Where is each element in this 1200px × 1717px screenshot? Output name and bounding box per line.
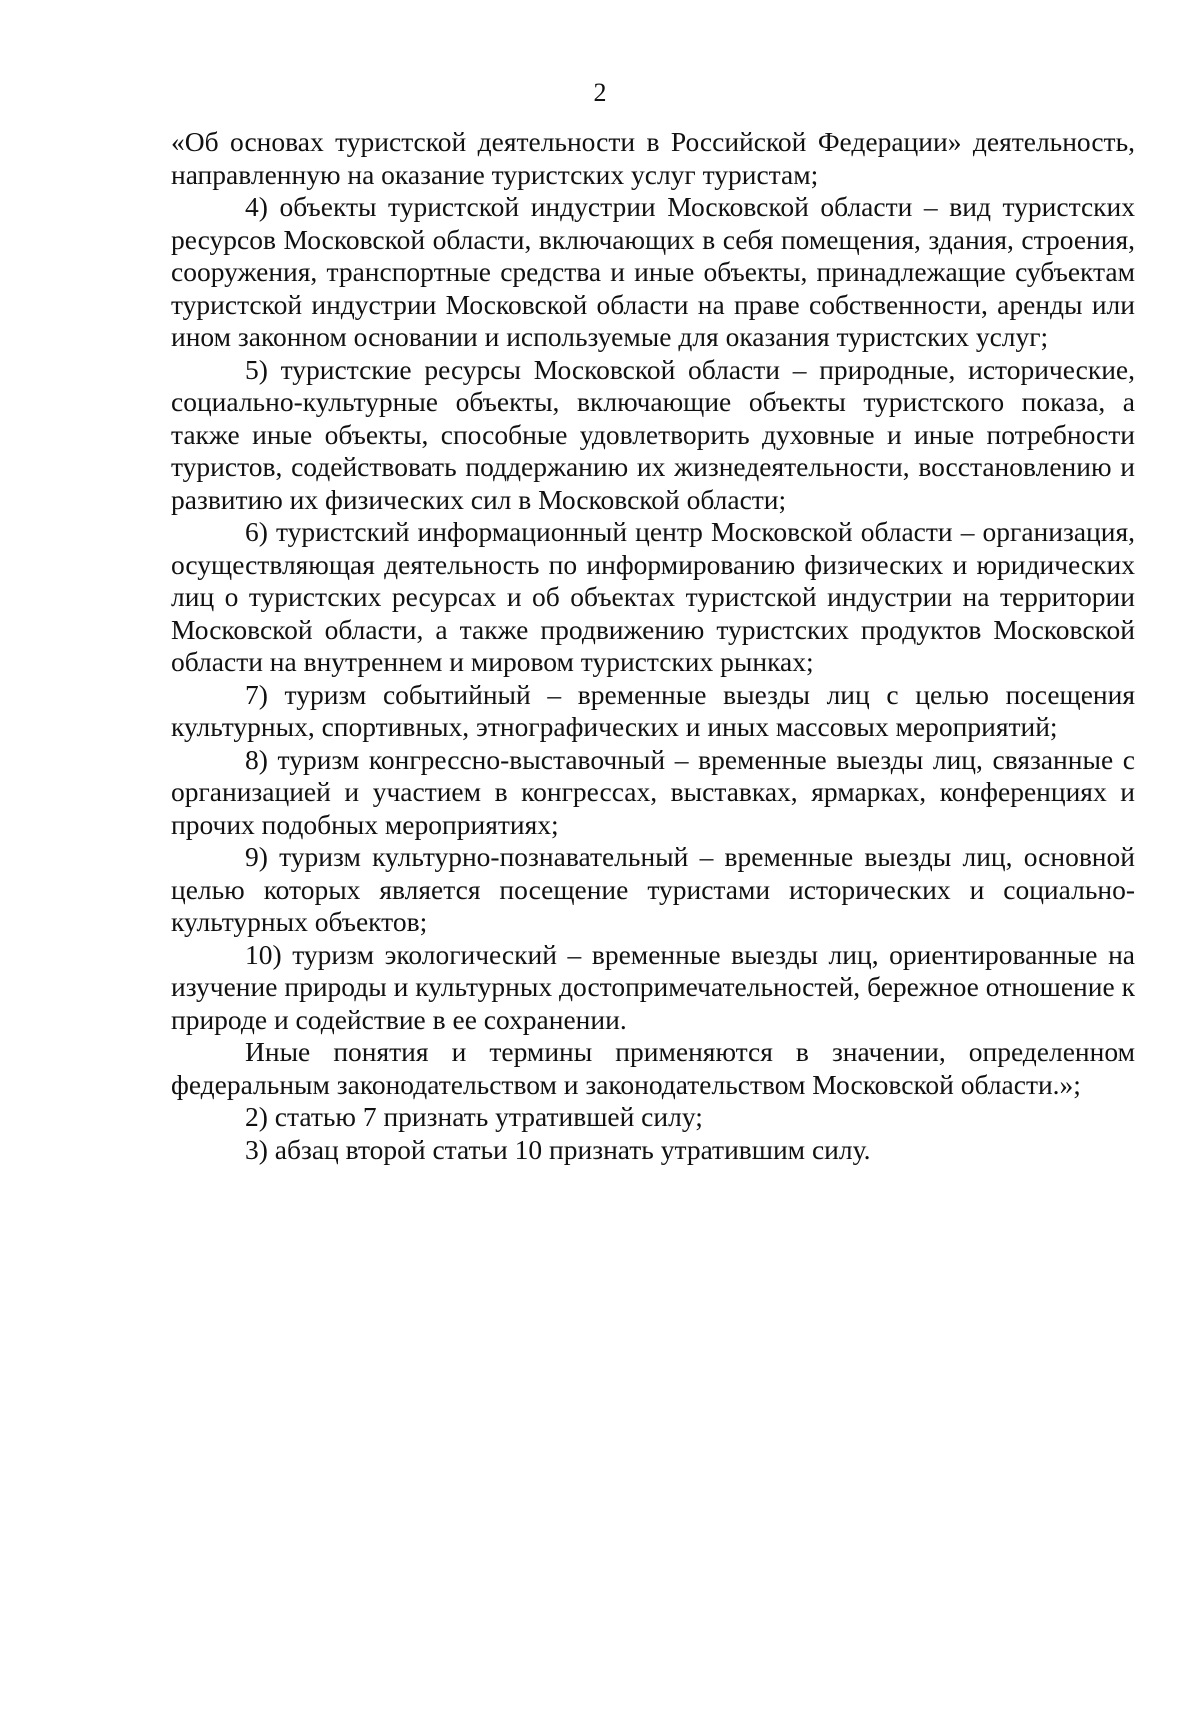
paragraph-continuation: «Об основах туристской деятельности в Российской Федерации» деятельность, направленную на оказание туристских услуг туристам; <box>171 126 1135 190</box>
document-body <box>171 126 1135 1166</box>
paragraph-item-10: 10) туризм экологический – временные выезды лиц, ориентированные на изучение природы и культурных достопримечательностей, бережное отношение к природе и содействие в ее сохранении. <box>171 938 1135 1035</box>
paragraph-amendment-2: 2) статью 7 признать утратившей силу; <box>245 1101 703 1132</box>
paragraph-item-9: 9) туризм культурно-познавательный – временные выезды лиц, основной целью которых является посещение туристами исторических и социально-культурных объектов; <box>171 841 1135 937</box>
paragraph-other-terms: Иные понятия и термины применяются в значении, определенном федеральным законодательством и законодательством Московской области.»; <box>171 1036 1135 1100</box>
page-number: 2 <box>593 78 607 107</box>
paragraph-item-5: 5) туристские ресурсы Московской области – природные, исторические, социально-культурные объекты, включающие объекты туристского показа, а также иные объекты, способные удовлетворить духовные и иные потребности туристов, содействовать поддержанию их жизнедеятельности, восстановлению и развитию их физических сил в Московской области; <box>171 353 1135 515</box>
paragraph-item-6: 6) туристский информационный центр Московской области – организация, осуществляющая деятельность по информированию физических и юридических лиц о туристских ресурсах и об объектах туристской индустрии на территории Московской области, а также продвижению туристских продуктов Московской области на внутреннем и мировом туристских рынках; <box>171 516 1135 677</box>
paragraph-amendment-3: 3) абзац второй статьи 10 признать утратившим силу. <box>245 1133 871 1165</box>
paragraph-item-7: 7) туризм событийный – временные выезды лиц с целью посещения культурных, спортивных, этнографических и иных массовых мероприятий; <box>171 678 1135 742</box>
paragraph-item-4: 4) объекты туристской индустрии Московской области – вид туристских ресурсов Московской области, включающих в себя помещения, здания, строения, сооружения, транспортные средства и иные объекты, принадлежащие субъектам туристской индустрии Московской области на праве собственности, аренды или ином законном основании и используемые для оказания туристских услуг; <box>171 191 1135 352</box>
paragraph-item-8: 8) туризм конгрессно-выставочный – временные выезды лиц, связанные с организацией и участием в конгрессах, выставках, ярмарках, конференциях и прочих подобных мероприятиях; <box>171 743 1135 840</box>
